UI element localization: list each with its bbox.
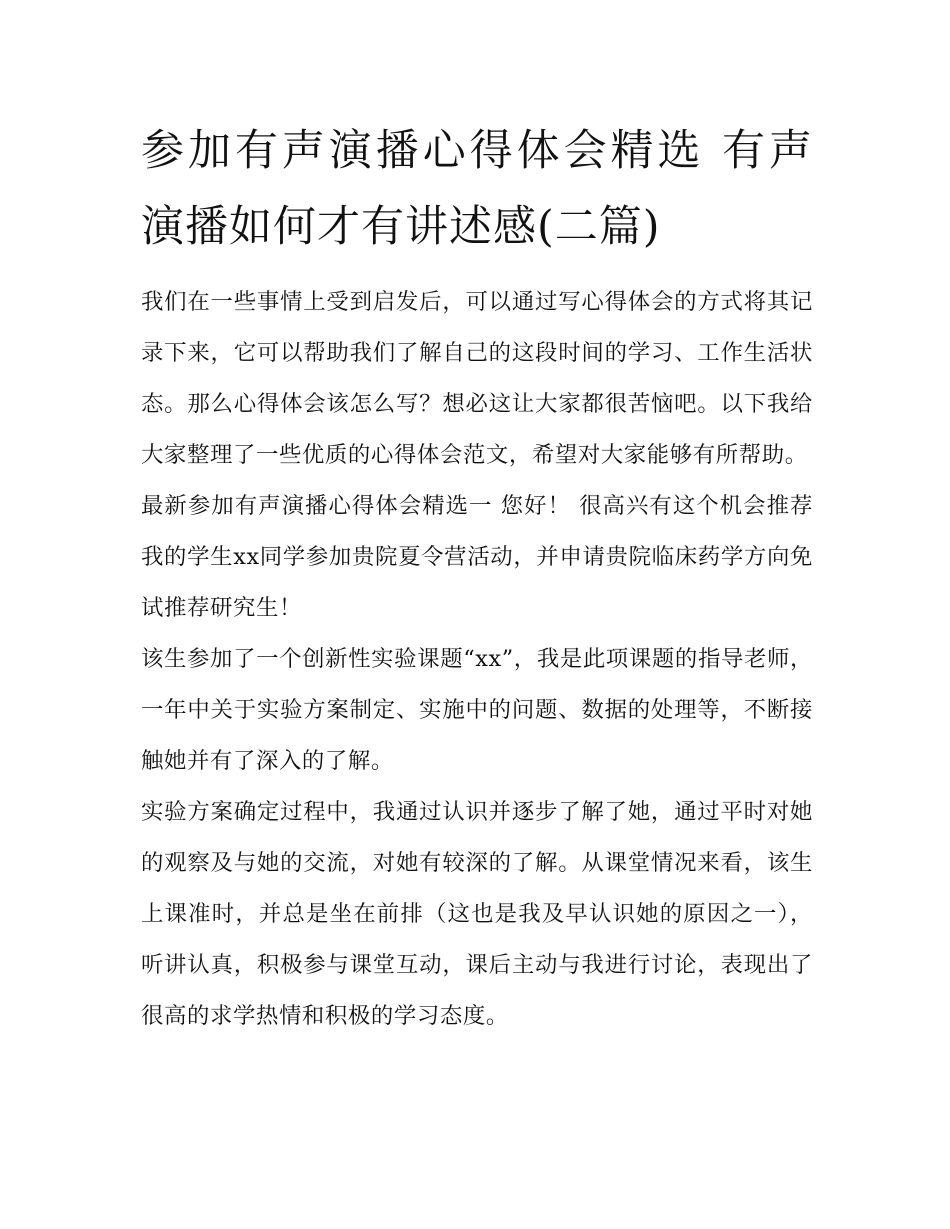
document-body <box>141 113 813 1042</box>
body-paragraph: 实验方案确定过程中，我通过认识并逐步了解了她，通过平时对她的观察及与她的交流，对她有较深的了解。从课堂情况来看，该生上课准时，并总是坐在前排（这也是我及早认识她的原因之一），听讲认真，积极参与课堂互动，课后主动与我进行讨论，表现出了很高的求学热情和积极的学习态度。 <box>141 799 813 1029</box>
intro-paragraph: 我们在一些事情上受到启发后，可以通过写心得体会的方式将其记录下来，它可以帮助我们了解自己的这段时间的学习、工作生活状态。那么心得体会该怎么写？想必这让大家都很苦恼吧。以下我给大家整理了一些优质的心得体会范文，希望对大家能够有所帮助。 <box>141 289 813 468</box>
body-paragraph: 最新参加有声演播心得体会精选一 您好！ 很高兴有这个机会推荐我的学生xx同学参加贵院夏令营活动，并申请贵院临床药学方向免试推荐研究生！ <box>141 493 813 621</box>
document-title: 参加有声演播心得体会精选 有声演播如何才有讲述感(二篇) <box>141 126 813 252</box>
body-paragraph: 该生参加了一个创新性实验课题“xx”，我是此项课题的指导老师，一年中关于实验方案制定、实施中的问题、数据的处理等，不断接触她并有了深入的了解。 <box>141 646 813 774</box>
